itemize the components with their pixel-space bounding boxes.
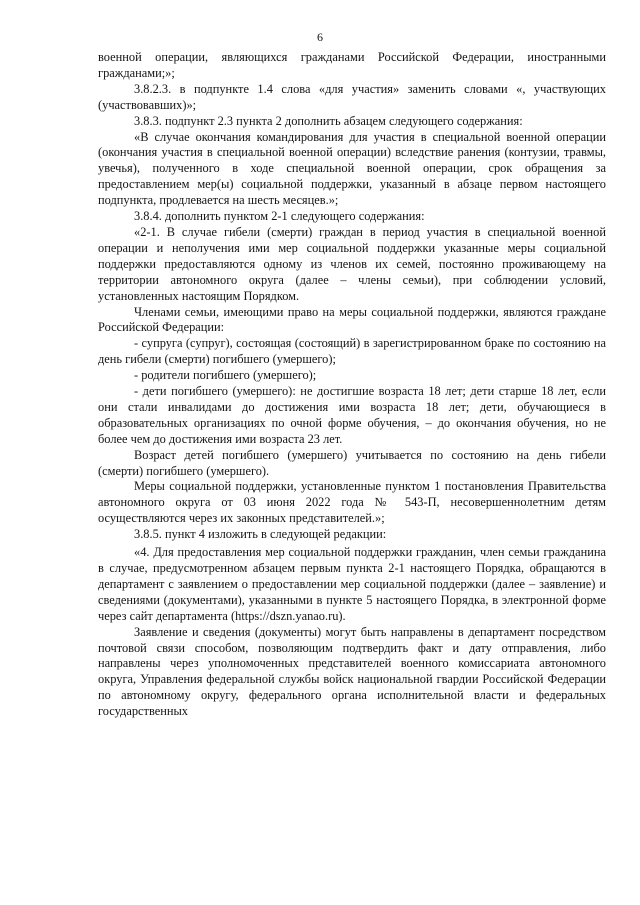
document-paragraph: 3.8.5. пункт 4 изложить в следующей редакции: xyxy=(134,527,387,542)
document-paragraph: - родители погибшего (умершего); xyxy=(134,368,317,383)
document-paragraph: «4. Для предоставления мер социальной поддержки гражданин, член семьи гражданина в случае, предусмотренном абзацем первым пункта 2-1 настоящего Порядка, обращаются в департамент с заявлением о предоставлении мер социальной поддержки (далее – заявление) и сведениями (документами), указанными в пункте 5 настоящего Порядка, в электронной форме через сайт департамента (https://dszn.yanao.ru). xyxy=(98,545,606,623)
document-paragraph: 3.8.3. подпункт 2.3 пункта 2 дополнить абзацем следующего содержания: xyxy=(134,113,523,128)
document-paragraph: 3.8.2.3. в подпункте 1.4 слова «для участия» заменить словами «, участвующих (участвовавших)»; xyxy=(98,81,606,112)
document-body xyxy=(98,50,606,720)
document-paragraph: «2-1. В случае гибели (смерти) граждан в период участия в специальной военной операции и неполучения ими мер социальной поддержки указанные меры социальной поддержки предоставляются одному из членов их семей, постоянно проживающему на территории автономного округа (далее – члены семьи), при соблюдении условий, установленных настоящим Порядком. xyxy=(98,224,606,303)
document-paragraph: 3.8.4. дополнить пунктом 2-1 следующего содержания: xyxy=(134,209,425,224)
page-number: 6 xyxy=(317,30,323,44)
document-paragraph: «В случае окончания командирования для участия в специальной военной операции (окончания участия в специальной военной операции) вследствие ранения (контузии, травмы, увечья), полученного в ходе специальной военной операции, срок обращения за предоставлением мер(ы) социальной поддержки, указанный в абзаце первом настоящего подпункта, продлевается на шесть месяцев.»; xyxy=(98,129,606,208)
document-paragraph: - дети погибшего (умершего): не достигшие возраста 18 лет; дети старше 18 лет, если они стали инвалидами до достижения ими возраста 18 лет; дети, обучающиеся в образовательных организациях по очной форме обучения, – до окончания обучения, но не более чем до достижения ими возраста 23 лет. xyxy=(98,384,606,446)
document-paragraph: Возраст детей погибшего (умершего) учитывается по состоянию на день гибели (смерти) погибшего (умершего). xyxy=(98,447,606,478)
document-paragraph: Членами семьи, имеющими право на меры социальной поддержки, являются граждане Российской Федерации: xyxy=(98,304,606,335)
document-paragraph: военной операции, являющихся гражданами Российской Федерации, иностранными гражданами;»; xyxy=(98,50,606,80)
document-paragraph: Меры социальной поддержки, установленные пунктом 1 постановления Правительства автономного округа от 03 июня 2022 года № 543-П, несовершеннолетним детям осуществляются через их законных представителей.»; xyxy=(98,479,606,526)
document-paragraph: Заявление и сведения (документы) могут быть направлены в департамент посредством почтовой связи способом, позволяющим подтвердить факт и дату отправления, либо направлены через уполномоченных представителей военного комиссариата автономного округа, Управления федеральной службы войск национальной гвардии Российской Федерации по автономному округу, федерального органа исполнительной власти и федеральных государственных xyxy=(98,624,606,719)
document-paragraph: - супруга (супруг), состоящая (состоящий) в зарегистрированном браке по состоянию на день гибели (смерти) погибшего (умершего); xyxy=(98,336,606,367)
